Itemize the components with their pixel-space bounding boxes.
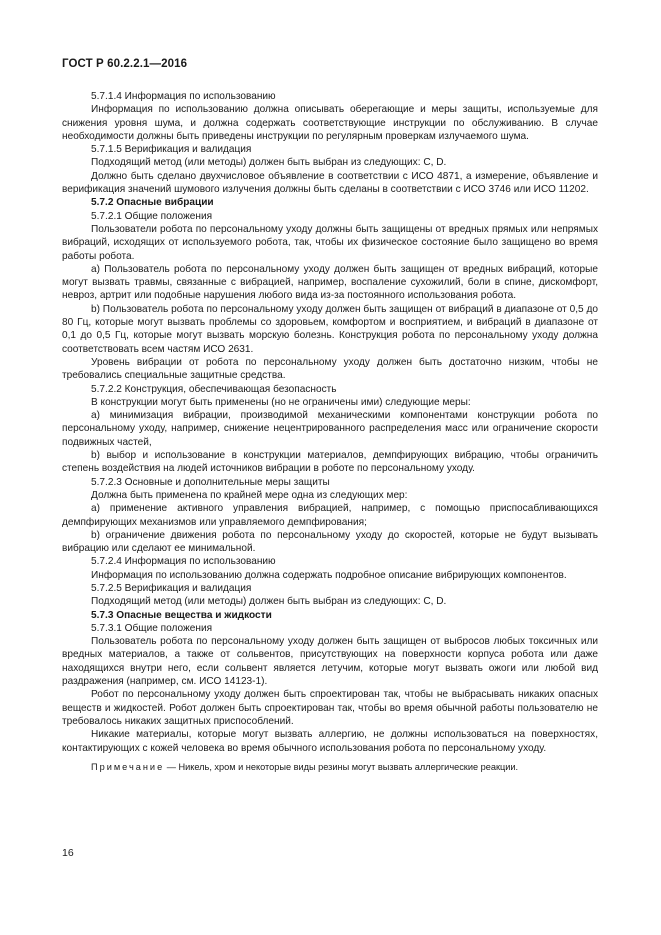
note-separator: — (164, 761, 179, 772)
paragraph: b) выбор и использование в конструкции материалов, демпфирующих вибрацию, чтобы ограничить степень воздействия на людей источников вибрации в роботе по персональному уходу. (62, 450, 598, 475)
note-label: Примечание (91, 761, 165, 772)
paragraph: а) применение активного управления вибрацией, например, с помощью приспосабливающихся демпфирующих механизмов или управляемого демпфирования; (62, 503, 598, 528)
paragraph: 5.7.1.5 Верификация и валидация (91, 144, 252, 156)
paragraph: а) минимизация вибрации, производимой механическими компонентами конструкции робота по персональному уходу, например, снижение нецентрированного распределения масс или ограничение скорости подвижных частей, (62, 410, 598, 448)
paragraph: Никакие материалы, которые могут вызвать аллергию, не должны использоваться на поверхностях, контактирующих с кожей человека во время обычного использования робота по персональному уходу. (62, 729, 598, 754)
paragraph: 5.7.2.5 Верификация и валидация (91, 582, 252, 594)
paragraph: b) ограничение движения робота по персональному уходу до скоростей, которые не будут вызывать вибрацию или сделают ее минимальной. (62, 529, 598, 555)
paragraph: 5.7.2.1 Общие положения (91, 210, 213, 222)
paragraph: 5.7.3.1 Общие положения (91, 622, 213, 634)
paragraph: 5.7.1.4 Информация по использованию (91, 91, 276, 102)
document-header: ГОСТ Р 60.2.2.1—2016 (62, 58, 188, 70)
section-heading: 5.7.3 Опасные вещества и жидкости (91, 609, 272, 621)
paragraph: Пользователи робота по персональному уходу должны быть защищены от вредных прямых или непрямых вибраций, исходящих от используемого робота, так, чтобы их физическое состояние было защищено во время работы робота. (62, 223, 598, 262)
paragraph: Информация по использованию должна содержать подробное описание вибрирующих компонентов. (91, 569, 567, 581)
paragraph: 5.7.2.2 Конструкция, обеспечивающая безопасность (91, 383, 337, 395)
paragraph: Информация по использованию должна описывать оберегающие и меры защиты, используемые для снижения уровня шума, и должна содержать соответствующие инструкции по обслуживанию. В случае необходимости должны быть приведены инструкции по регулярным проверкам излучаемого шума. (62, 104, 598, 142)
paragraph: Уровень вибрации от робота по персональному уходу должен быть достаточно низким, чтобы не требовались специальные защитные средства. (62, 356, 598, 382)
paragraph: Должна быть применена по крайней мере одна из следующих мер: (91, 489, 408, 501)
note-text: Никель, хром и некоторые виды резины могут вызвать аллергические реакции. (178, 761, 519, 772)
paragraph: b) Пользователь робота по персональному уходу должен быть защищен от вибраций в диапазоне от 0,5 до 80 Гц, которые могут вызвать проблемы со здоровьем, комфортом и восприятием, и вибраций в диапазоне от 0,1 до 0,5 Гц, которые могут вызвать морскую болезнь. Конструкция робота по персональному уходу должна соответствовать всем частям ИСО 2631. (62, 303, 598, 355)
note-paragraph (62, 761, 598, 774)
paragraph: 5.7.2.3 Основные и дополнительные меры защиты (91, 476, 330, 488)
paragraph: а) Пользователь робота по персональному уходу должен быть защищен от вредных вибраций, которые могут вызвать травмы, связанные с вибрацией, например, воспаление сухожилий, боли в спине, дискомфорт, невроз, артрит или подобные нарушения любого вида из-за постоянного использования робота. (62, 263, 598, 302)
paragraph: Подходящий метод (или методы) должен быть выбран из следующих: С, D. (91, 157, 447, 169)
paragraph: Робот по персональному уходу должен быть спроектирован так, чтобы не выбрасывать никаких опасных веществ и жидкостей. Робот должен быть спроектирован так, чтобы во время обычной работы пользователю не требовалось никаких защитных приспособлений. (62, 689, 598, 727)
paragraph: В конструкции могут быть применены (но не ограничены ими) следующие меры: (91, 396, 471, 408)
paragraph-list (62, 90, 598, 755)
page-number: 16 (62, 847, 74, 859)
paragraph: Должно быть сделано двухчисловое объявление в соответствии с ИСО 4871, а измерение, объявление и верификация значений шумового излучения должны быть сделаны в соответствии с ИСО 3746 или ИСО 11202. (62, 170, 598, 196)
paragraph: Пользователь робота по персональному уходу должен быть защищен от выбросов любых токсичных или вредных материалов, а также от сольвентов, присутствующих на поверхности корпуса робота или даже находящихся внутри него, если сольвент является летучим, которые могут вызвать ожоги или любой вид раздражения (например, см. ИСО 14123-1). (62, 636, 598, 688)
document-body (62, 90, 598, 774)
paragraph: 5.7.2.4 Информация по использованию (91, 556, 276, 568)
section-heading: 5.7.2 Опасные вибрации (91, 197, 214, 209)
paragraph: Подходящий метод (или методы) должен быть выбран из следующих: С, D. (91, 596, 447, 608)
